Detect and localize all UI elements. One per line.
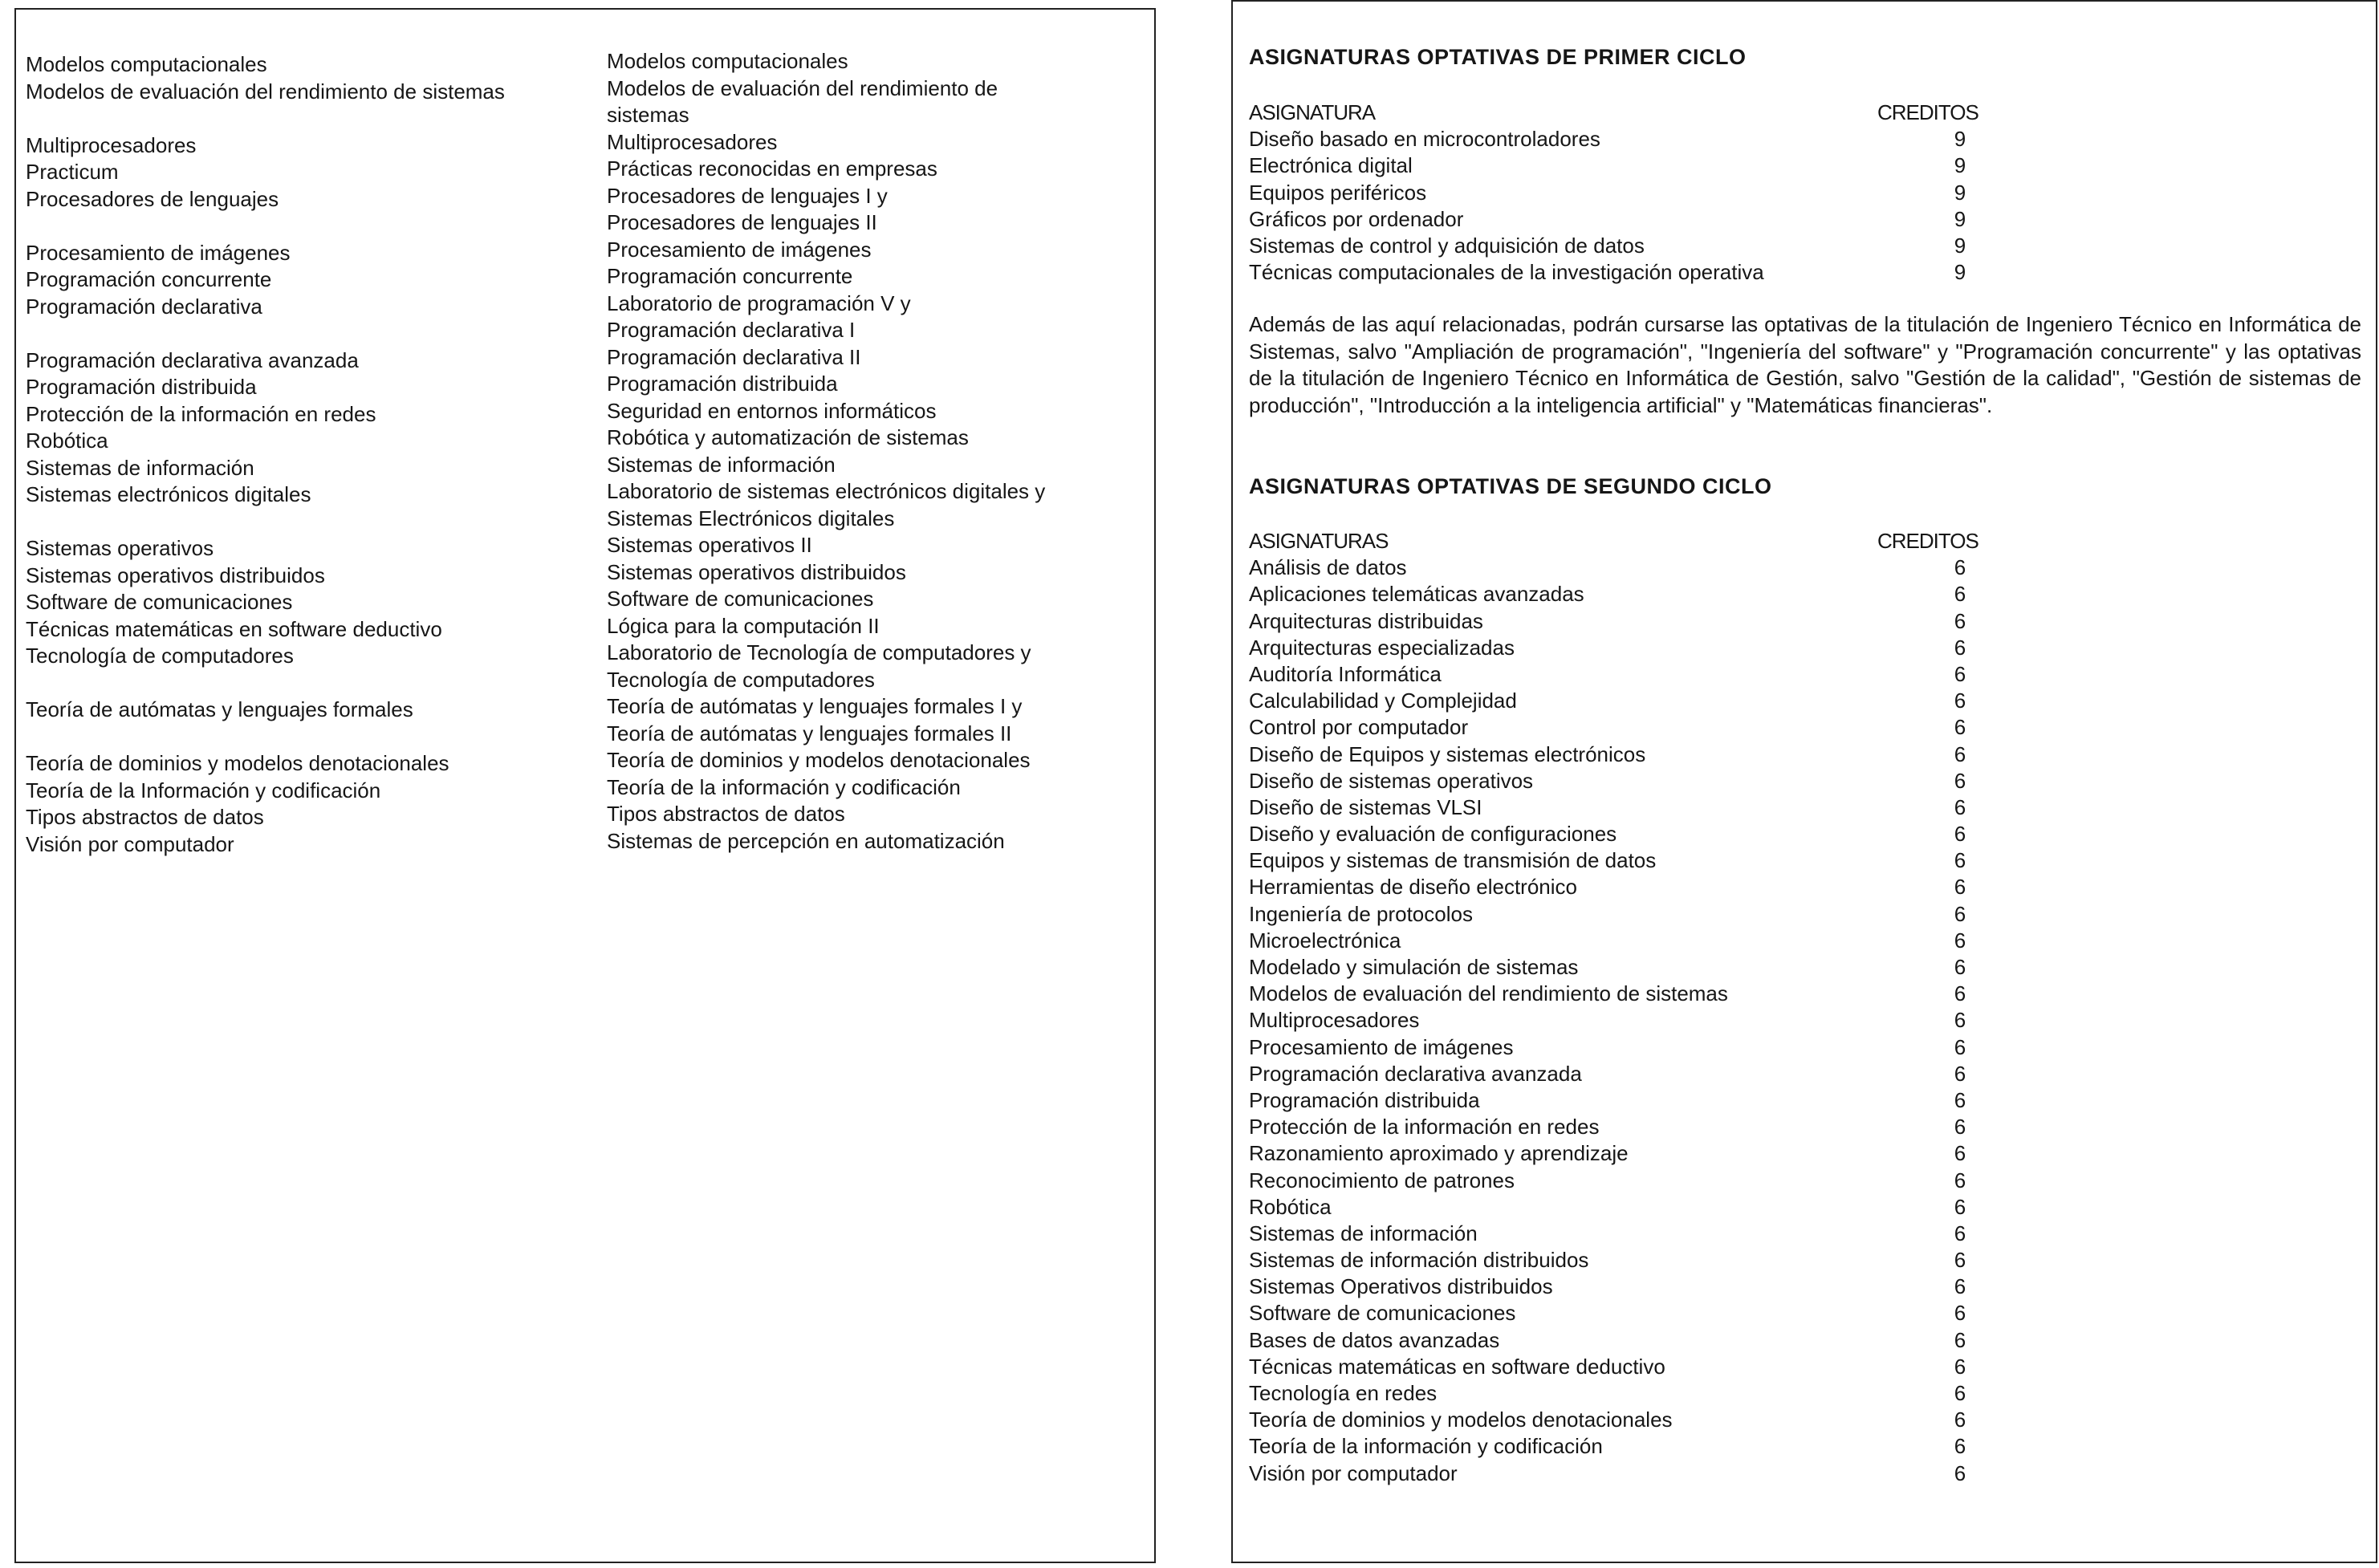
subject-credits: 6 [1954, 1034, 1966, 1059]
list-item: Teoría de dominios y modelos denotacionales [26, 751, 449, 775]
subject-credits: 6 [1954, 1115, 1966, 1139]
list-item: Procesadores de lenguajes I y [607, 183, 888, 208]
subject-name: Microelectrónica [1249, 928, 1401, 953]
subject-name: Técnicas computacionales de la investigación operativa [1249, 260, 1764, 285]
list-item: Sistemas operativos distribuidos [607, 559, 906, 584]
list-item: Robótica [26, 429, 108, 453]
list-item: Laboratorio de programación V y [607, 290, 911, 315]
list-item: Tecnología de computadores [607, 667, 875, 692]
subject-name: Calculabilidad y Complejidad [1249, 689, 1517, 713]
table-row [1249, 1168, 1971, 1194]
subject-column-header: ASIGNATURAS [1249, 529, 1389, 553]
subject-name: Control por computador [1249, 715, 1469, 740]
list-item: Sistemas operativos [26, 536, 214, 560]
subject-name: Equipos periféricos [1249, 180, 1427, 205]
table-row [1249, 1300, 1971, 1326]
table-row [1249, 1087, 1971, 1114]
list-item: Modelos de evaluación del rendimiento de [607, 75, 998, 100]
subject-credits: 9 [1954, 260, 1966, 285]
subject-credits: 6 [1954, 901, 1966, 926]
subject-credits: 6 [1954, 1168, 1966, 1192]
subject-name: Teoría de la información y codificación [1249, 1434, 1603, 1459]
list-item: Practicum [26, 160, 119, 184]
subject-name: Diseño de Equipos y sistemas electrónicos [1249, 741, 1646, 766]
subject-column-header: ASIGNATURA [1249, 100, 1376, 124]
subject-credits: 6 [1954, 741, 1966, 766]
note-paragraph: Además de las aquí relacionadas, podrán cursarse las optativas de la titulación de Ingeniero Técnico en Informática de Sistemas, salvo "Ampliación de programación", "Ingeniería del software" y "Programación concurrente" y las optativas de la titulación de Ingeniero Técnico en Informática de Gestión, salvo "Gestión de la calidad", "Gestión de sistemas de producción", "Introducción a la inteligencia artificial" y "Matemáticas financieras". [1249, 312, 2361, 417]
subject-name: Protección de la información en redes [1249, 1115, 1600, 1139]
list-item: Programación declarativa [26, 294, 262, 319]
table-row [1249, 581, 1971, 607]
subject-credits: 6 [1954, 794, 1966, 819]
table-row [1249, 768, 1971, 794]
list-item: Lógica para la computación II [607, 613, 880, 638]
subject-name: Diseño y evaluación de configuraciones [1249, 822, 1617, 847]
list-item: Modelos de evaluación del rendimiento de sistemas [26, 79, 505, 104]
list-item: Multiprocesadores [607, 129, 778, 154]
list-item: Teoría de la información y codificación [607, 774, 961, 799]
table-row [1249, 233, 1971, 259]
list-item: Sistemas Electrónicos digitales [607, 506, 895, 530]
list-item: Programación declarativa avanzada [26, 347, 359, 372]
table-row [1249, 206, 1971, 233]
subject-name: Multiprocesadores [1249, 1008, 1420, 1033]
table-row [1249, 1460, 1971, 1487]
table-header-row [1249, 100, 1978, 126]
list-item: Sistemas de información [607, 452, 836, 477]
subject-credits: 6 [1954, 582, 1966, 607]
list-item: Procesadores de lenguajes II [607, 210, 877, 234]
table-row [1249, 1273, 1971, 1300]
list-item: Programación distribuida [26, 375, 257, 399]
subject-credits: 6 [1954, 1381, 1966, 1405]
list-item: Programación declarativa II [607, 344, 861, 369]
subject-name: Diseño de sistemas operativos [1249, 768, 1534, 793]
subject-credits: 9 [1954, 180, 1966, 205]
table-row [1249, 1221, 1971, 1247]
table-row [1249, 1140, 1971, 1167]
subject-name: Análisis de datos [1249, 555, 1407, 580]
table-row [1249, 821, 1971, 847]
first-cycle-table [1249, 100, 1978, 286]
list-item: Modelos computacionales [607, 49, 848, 73]
subject-credits: 9 [1954, 127, 1966, 152]
list-item: Laboratorio de sistemas electrónicos digitales y [607, 479, 1046, 503]
subject-credits: 6 [1954, 1354, 1966, 1379]
list-item [26, 320, 505, 347]
subject-name: Diseño basado en microcontroladores [1249, 127, 1600, 152]
table-row [1249, 1194, 1971, 1221]
subject-credits: 6 [1954, 928, 1966, 953]
table-row [1249, 1061, 1971, 1087]
subject-credits: 6 [1954, 1194, 1966, 1219]
list-item: Programación concurrente [26, 267, 272, 291]
subject-name: Gráficos por ordenador [1249, 206, 1464, 231]
list-item [26, 105, 505, 132]
table-row [1249, 1007, 1971, 1034]
table-row [1249, 608, 1971, 635]
list-item: Teoría de dominios y modelos denotacionales [607, 748, 1031, 772]
subject-name: Visión por computador [1249, 1460, 1458, 1485]
list-item: Teoría de autómatas y lenguajes formales II [607, 721, 1012, 745]
subject-credits: 6 [1954, 661, 1966, 686]
subject-name: Reconocimiento de patrones [1249, 1168, 1515, 1192]
subject-name: Software de comunicaciones [1249, 1301, 1516, 1326]
subject-name: Programación distribuida [1249, 1087, 1480, 1112]
subject-name: Técnicas matemáticas en software deductivo [1249, 1354, 1665, 1379]
table-row [1249, 180, 1971, 206]
list-item [26, 509, 505, 536]
subject-name: Ingeniería de protocolos [1249, 901, 1473, 926]
first-cycle-heading: ASIGNATURAS OPTATIVAS DE PRIMER CICLO [1249, 45, 1747, 69]
subject-credits: 6 [1954, 875, 1966, 900]
subject-name: Sistemas de control y adquisición de datos [1249, 233, 1645, 258]
list-item: Teoría de autómatas y lenguajes formales I y [607, 694, 1023, 718]
subject-credits: 6 [1954, 1327, 1966, 1352]
table-row [1249, 1407, 1971, 1433]
subject-credits: 6 [1954, 715, 1966, 740]
table-row [1249, 928, 1971, 954]
list-item: Tecnología de computadores [26, 644, 294, 668]
subject-name: Procesamiento de imágenes [1249, 1034, 1514, 1059]
list-item: Tipos abstractos de datos [26, 805, 264, 829]
subject-credits: 6 [1954, 1274, 1966, 1299]
subject-credits: 9 [1954, 206, 1966, 231]
second-cycle-table [1249, 528, 1978, 1487]
subject-name: Auditoría Informática [1249, 661, 1442, 686]
list-item: Programación declarativa I [607, 318, 856, 342]
subject-credits: 6 [1954, 1008, 1966, 1033]
table-row [1249, 847, 1971, 874]
table-row [1249, 661, 1971, 688]
right-page [1231, 0, 2377, 1563]
list-item: Software de comunicaciones [26, 590, 293, 614]
list-item: Sistemas electrónicos digitales [26, 482, 311, 506]
table-row [1249, 126, 1971, 152]
list-item: Teoría de la Información y codificación [26, 778, 381, 802]
subject-credits: 6 [1954, 1460, 1966, 1485]
list-item: Procesamiento de imágenes [26, 240, 291, 265]
table-row [1249, 152, 1971, 179]
list-item: Programación distribuida [607, 372, 838, 396]
table-row [1249, 635, 1971, 661]
list-item [26, 670, 505, 697]
credits-column-header: CREDITOS [1877, 100, 1978, 124]
table-row [1249, 981, 1971, 1007]
subject-name: Modelos de evaluación del rendimiento de sistemas [1249, 981, 1728, 1006]
subject-credits: 6 [1954, 1434, 1966, 1459]
second-cycle-heading: ASIGNATURAS OPTATIVAS DE SEGUNDO CICLO [1249, 474, 1772, 498]
table-row [1249, 1327, 1971, 1354]
list-item: Sistemas de percepción en automatización [607, 828, 1005, 853]
subject-credits: 6 [1954, 955, 1966, 979]
list-item: Tipos abstractos de datos [607, 802, 845, 826]
table-row [1249, 554, 1971, 581]
subject-name: Tecnología en redes [1249, 1381, 1438, 1405]
table-row [1249, 1433, 1971, 1460]
subject-credits: 6 [1954, 1248, 1966, 1273]
current-subjects-column [26, 51, 505, 858]
list-item: Visión por computador [26, 831, 234, 856]
list-item [26, 213, 505, 240]
credits-column-header: CREDITOS [1877, 529, 1978, 553]
table-header-row [1249, 528, 1978, 554]
subject-credits: 9 [1954, 153, 1966, 178]
subject-name: Arquitecturas especializadas [1249, 635, 1515, 660]
subject-name: Equipos y sistemas de transmisión de datos [1249, 848, 1657, 873]
table-row [1249, 1380, 1971, 1407]
list-item: Modelos computacionales [26, 52, 267, 76]
list-item: Laboratorio de Tecnología de computadores y [607, 640, 1031, 664]
subject-credits: 6 [1954, 689, 1966, 713]
table-row [1249, 688, 1971, 714]
subject-credits: 6 [1954, 822, 1966, 847]
subject-credits: 6 [1954, 1221, 1966, 1245]
table-row [1249, 741, 1971, 768]
list-item: Seguridad en entornos informáticos [607, 398, 937, 423]
list-item: Técnicas matemáticas en software deductivo [26, 616, 442, 641]
subject-name: Bases de datos avanzadas [1249, 1327, 1500, 1352]
subject-name: Modelado y simulación de sistemas [1249, 955, 1579, 979]
list-item: Procesadores de lenguajes [26, 186, 279, 211]
list-item: Sistemas operativos distribuidos [26, 563, 325, 587]
list-item: Programación concurrente [607, 264, 853, 288]
list-item: Prácticas reconocidas en empresas [607, 156, 937, 181]
subject-credits: 6 [1954, 981, 1966, 1006]
subject-name: Aplicaciones telemáticas avanzadas [1249, 582, 1584, 607]
list-item [26, 724, 505, 751]
subject-name: Sistemas Operativos distribuidos [1249, 1274, 1553, 1299]
subject-credits: 6 [1954, 1061, 1966, 1086]
subject-credits: 6 [1954, 1301, 1966, 1326]
equivalent-subjects-column [607, 48, 1045, 855]
list-item: Procesamiento de imágenes [607, 237, 872, 262]
list-item: Sistemas operativos II [607, 533, 812, 557]
subject-name: Robótica [1249, 1194, 1332, 1219]
table-row [1249, 874, 1971, 900]
list-item: Teoría de autómatas y lenguajes formales [26, 697, 413, 721]
table-row [1249, 259, 1971, 286]
subject-name: Herramientas de diseño electrónico [1249, 875, 1577, 900]
table-row [1249, 1247, 1971, 1273]
subject-credits: 6 [1954, 608, 1966, 633]
subject-name: Sistemas de información distribuidos [1249, 1248, 1589, 1273]
subject-credits: 6 [1954, 555, 1966, 580]
subject-credits: 6 [1954, 1141, 1966, 1166]
table-row [1249, 1114, 1971, 1140]
list-item: Software de comunicaciones [607, 587, 874, 611]
subject-name: Electrónica digital [1249, 153, 1413, 178]
subject-name: Programación declarativa avanzada [1249, 1061, 1582, 1086]
table-row [1249, 1034, 1971, 1061]
subject-name: Sistemas de información [1249, 1221, 1478, 1245]
left-page [14, 8, 1156, 1563]
list-item: sistemas [607, 103, 689, 127]
subject-credits: 6 [1954, 635, 1966, 660]
table-row [1249, 1354, 1971, 1380]
subject-name: Diseño de sistemas VLSI [1249, 794, 1482, 819]
subject-credits: 6 [1954, 768, 1966, 793]
table-row [1249, 901, 1971, 928]
list-item: Multiprocesadores [26, 132, 197, 157]
subject-credits: 6 [1954, 1087, 1966, 1112]
list-item: Robótica y automatización de sistemas [607, 425, 969, 449]
table-row [1249, 954, 1971, 981]
subject-name: Arquitecturas distribuidas [1249, 608, 1483, 633]
table-row [1249, 714, 1971, 741]
subject-name: Teoría de dominios y modelos denotacionales [1249, 1408, 1673, 1432]
subject-credits: 6 [1954, 1408, 1966, 1432]
subject-name: Razonamiento aproximado y aprendizaje [1249, 1141, 1629, 1166]
list-item: Protección de la información en redes [26, 401, 376, 426]
subject-credits: 9 [1954, 233, 1966, 258]
subject-credits: 6 [1954, 848, 1966, 873]
table-row [1249, 794, 1971, 821]
list-item: Sistemas de información [26, 455, 254, 480]
